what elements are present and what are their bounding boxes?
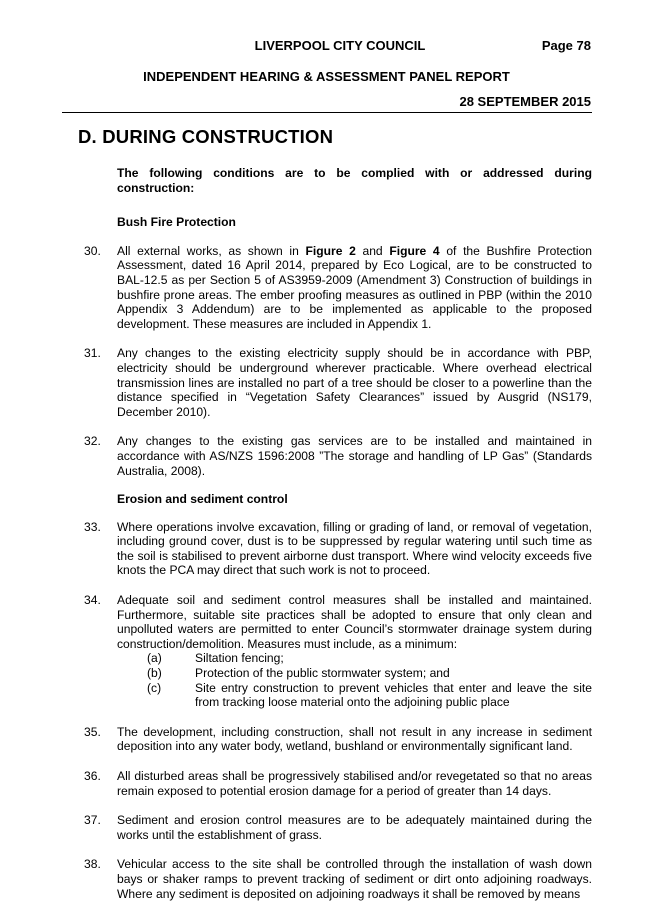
condition-number: 37. bbox=[84, 813, 101, 828]
list-item-text: Siltation fencing; bbox=[195, 651, 284, 666]
condition-37 bbox=[84, 813, 592, 842]
figure-4-ref: Figure 4 bbox=[389, 243, 440, 258]
condition-text: Any changes to the existing electricity supply should be in accordance with PBP, electricity should be underground wherever practicable. Where overhead electrical transmission lines are installed no part of a tree should be closer to a powerline than the distance specified in “Vegetation Safety Clearances” issued by Ausgrid (NS179, December 2010). bbox=[117, 346, 592, 419]
condition-text: Any changes to the existing gas services are to be installed and maintained in accordance with AS/NZS 1596:2008 ”The storage and handling of LP Gas” (Standards Australia, 2008). bbox=[117, 434, 592, 478]
list-item-label: (b) bbox=[147, 666, 162, 681]
condition-text: Vehicular access to the site shall be controlled through the installation of wash down bays or shaker ramps to prevent tracking of sediment or dirt onto adjoining roadways. Where any sediment is deposited on adjoining roadways it shall be removed by means bbox=[117, 857, 592, 901]
condition-text bbox=[117, 593, 592, 710]
list-item-label: (c) bbox=[147, 680, 162, 695]
subheading-erosion: Erosion and sediment control bbox=[117, 492, 288, 507]
condition-33 bbox=[84, 520, 592, 578]
condition-32 bbox=[84, 434, 592, 478]
condition-text: Where operations involve excavation, filling or grading of land, or removal of vegetation, including ground cover, dust is to be suppressed by regular watering until such time as the soil is stabilised to prevent airborne dust transport. Where wind velocity exceeds five knots the PCA may direct that such work is not to proceed. bbox=[117, 519, 592, 578]
section-title: D. DURING CONSTRUCTION bbox=[78, 126, 334, 147]
condition-34 bbox=[84, 593, 592, 710]
figure-2-ref: Figure 2 bbox=[305, 243, 356, 258]
document-body bbox=[84, 166, 592, 916]
measures-list bbox=[117, 651, 592, 709]
list-item-text: Site entry construction to prevent vehicles that enter and leave the site from tracking loose material onto the adjoining public place bbox=[195, 680, 592, 710]
condition-number: 38. bbox=[84, 857, 101, 872]
list-item-text: Protection of the public stormwater system; and bbox=[195, 666, 450, 681]
condition-text-part: All external works, as shown in bbox=[117, 243, 306, 258]
condition-35 bbox=[84, 725, 592, 754]
condition-number: 31. bbox=[84, 346, 101, 361]
report-date: 28 SEPTEMBER 2015 bbox=[459, 94, 591, 109]
condition-38 bbox=[84, 857, 592, 901]
condition-number: 30. bbox=[84, 243, 101, 258]
condition-30 bbox=[84, 244, 592, 332]
subheading-bush-fire: Bush Fire Protection bbox=[117, 215, 236, 230]
condition-text: Sediment and erosion control measures are to be adequately maintained during the works until the establishment of grass. bbox=[117, 813, 592, 842]
council-name: LIVERPOOL CITY COUNCIL bbox=[254, 38, 426, 53]
condition-text: The development, including construction, shall not result in any increase in sediment deposition into any water body, wetland, bushland or environmentally significant land. bbox=[117, 724, 592, 754]
condition-number: 33. bbox=[84, 519, 101, 534]
report-title: INDEPENDENT HEARING & ASSESSMENT PANEL REPORT bbox=[143, 69, 510, 84]
page-number: Page 78 bbox=[541, 38, 591, 53]
list-item-label: (a) bbox=[147, 651, 162, 666]
condition-text: All disturbed areas shall be progressively stabilised and/or revegetated so that no areas remain exposed to potential erosion damage for a period of greater than 14 days. bbox=[117, 769, 592, 798]
condition-31 bbox=[84, 346, 592, 419]
condition-number: 36. bbox=[84, 769, 101, 783]
section-intro: The following conditions are to be complied with or addressed during construction: bbox=[117, 166, 592, 195]
condition-text-part: and bbox=[355, 243, 390, 258]
condition-text bbox=[117, 244, 592, 332]
header-divider bbox=[62, 112, 592, 113]
condition-36 bbox=[84, 769, 592, 798]
list-item bbox=[117, 651, 592, 666]
list-item bbox=[117, 666, 592, 681]
condition-34-body: Adequate soil and sediment control measures shall be installed and maintained. Furthermore, suitable site practices shall be adopted to ensure that only clean and unpolluted waters are permitted to enter Council’s stormwater drainage system during construction/demolition. Measures must include, as a minimum: bbox=[117, 593, 592, 651]
condition-number: 34. bbox=[84, 593, 101, 608]
condition-text-part: of the Bushfire Protection Assessment, dated 16 April 2014, prepared by Eco Logical, are to be constructed to BAL-12.5 as per Section 5 of AS3959-2009 (Amendment 3) Construction of buildings in bushfire prone areas. The ember proofing measures as outlined in PBP (within the 2010 Appendix 3 Addendum) are to be implemented as applicable to the proposed development. These measures are included in Appendix 1. bbox=[117, 243, 593, 331]
condition-number: 32. bbox=[84, 434, 101, 449]
condition-number: 35. bbox=[84, 724, 101, 739]
list-item bbox=[117, 681, 592, 710]
